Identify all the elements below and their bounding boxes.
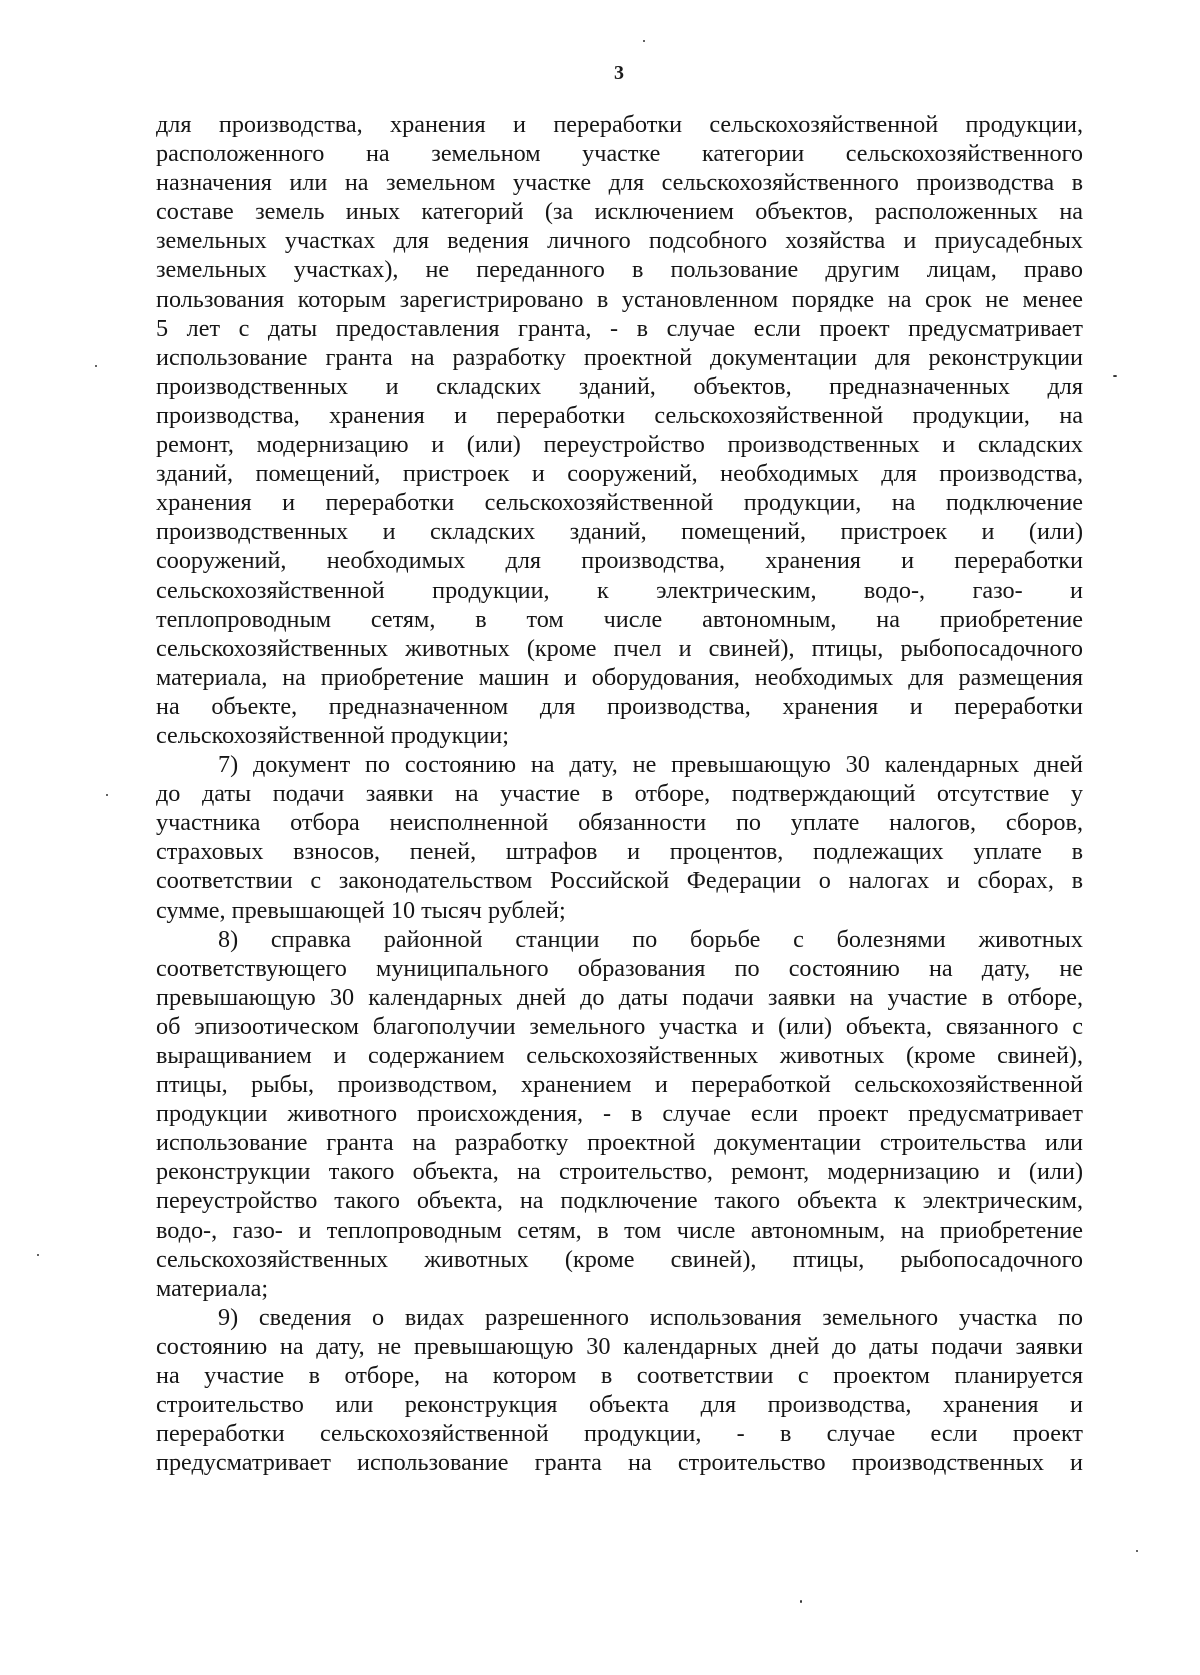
- text-line: материала;: [156, 1274, 269, 1302]
- text-line: соответствующего муниципального образования по состоянию на дату, не: [156, 954, 1083, 982]
- text-line: строительство или реконструкция объекта для производства, хранения и: [156, 1391, 1083, 1419]
- scan-speck: [1136, 1550, 1138, 1552]
- text-line: превышающую 30 календарных дней до даты подачи заявки на участие в отборе,: [156, 983, 1083, 1011]
- text-line: переработки сельскохозяйственной продукции, - в случае если проект: [156, 1420, 1083, 1448]
- text-line: теплопроводным сетям, в том числе автономным, на приобретение: [156, 605, 1083, 633]
- text-line: выращиванием и содержанием сельскохозяйственных животных (кроме свиней),: [156, 1042, 1083, 1069]
- text-line: сельскохозяйственных животных (кроме пчел и свиней), птицы, рыбопосадочного: [156, 634, 1083, 662]
- text-line: производства, хранения и переработки сельскохозяйственной продукции, на: [156, 401, 1083, 429]
- text-line: продукции животного происхождения, - в случае если проект предусматривает: [156, 1100, 1083, 1128]
- text-line: материала, на приобретение машин и оборудования, необходимых для размещения: [156, 663, 1083, 691]
- text-line: земельных участках), не переданного в пользование другим лицам, право: [156, 256, 1083, 284]
- scan-speck: [95, 365, 97, 367]
- text-line: сельскохозяйственной продукции;: [156, 721, 509, 749]
- text-line: 5 лет с даты предоставления гранта, - в случае если проект предусматривает: [156, 314, 1083, 342]
- scan-speck: [643, 40, 645, 42]
- text-line: 9) сведения о видах разрешенного использования земельного участка по: [218, 1303, 1083, 1331]
- text-line: использование гранта на разработку проектной документации для реконструкции: [156, 343, 1083, 371]
- scan-speck: [800, 1600, 802, 1603]
- text-line: страховых взносов, пеней, штрафов и процентов, подлежащих уплате в: [156, 838, 1083, 866]
- text-line: хранения и переработки сельскохозяйственной продукции, на подключение: [156, 489, 1083, 517]
- text-line: для производства, хранения и переработки сельскохозяйственной продукции,: [156, 111, 1083, 138]
- text-line: использование гранта на разработку проектной документации строительства или: [156, 1129, 1083, 1157]
- text-line: соответствии с законодательством Российской Федерации о налогах и сборах, в: [156, 867, 1083, 895]
- text-line: сооружений, необходимых для производства, хранения и переработки: [156, 547, 1083, 575]
- page-number: 3: [614, 62, 624, 84]
- text-line: участника отбора неисполненной обязанности по уплате налогов, сборов,: [156, 809, 1083, 837]
- text-line: предусматривает использование гранта на строительство производственных и: [156, 1449, 1083, 1477]
- text-line: пользования которым зарегистрировано в установленном порядке на срок не менее: [156, 285, 1083, 313]
- text-line: об эпизоотическом благополучии земельного участка и (или) объекта, связанного с: [156, 1012, 1083, 1040]
- text-line: расположенного на земельном участке категории сельскохозяйственного: [156, 140, 1083, 168]
- text-line: водо-, газо- и теплопроводным сетям, в том числе автономным, на приобретение: [156, 1216, 1083, 1244]
- body-text: [156, 110, 1083, 1477]
- scan-speck: [106, 794, 108, 796]
- text-line: на объекте, предназначенном для производства, хранения и переработки: [156, 692, 1083, 720]
- text-line: сельскохозяйственных животных (кроме свиней), птицы, рыбопосадочного: [156, 1245, 1083, 1273]
- text-line: производственных и складских зданий, помещений, пристроек и (или): [156, 518, 1083, 546]
- text-line: сельскохозяйственной продукции, к электрическим, водо-, газо- и: [156, 576, 1083, 604]
- text-line: ремонт, модернизацию и (или) переустройство производственных и складских: [156, 431, 1083, 459]
- text-line: производственных и складских зданий, объектов, предназначенных для: [156, 372, 1083, 400]
- text-line: зданий, помещений, пристроек и сооружений, необходимых для производства,: [156, 460, 1083, 488]
- text-line: назначения или на земельном участке для сельскохозяйственного производства в: [156, 169, 1083, 197]
- text-line: сумме, превышающей 10 тысяч рублей;: [156, 896, 566, 924]
- text-line: птицы, рыбы, производством, хранением и переработкой сельскохозяйственной: [156, 1071, 1083, 1099]
- text-line: земельных участках для ведения личного подсобного хозяйства и приусадебных: [156, 227, 1083, 255]
- text-line: на участие в отборе, на котором в соответствии с проектом планируется: [156, 1362, 1083, 1390]
- text-line: составе земель иных категорий (за исключением объектов, расположенных на: [156, 198, 1083, 226]
- scan-speck: [37, 1254, 39, 1256]
- text-line: состоянию на дату, не превышающую 30 календарных дней до даты подачи заявки: [156, 1332, 1083, 1360]
- text-line: до даты подачи заявки на участие в отборе, подтверждающий отсутствие у: [156, 780, 1083, 808]
- text-line: реконструкции такого объекта, на строительство, ремонт, модернизацию и (или): [156, 1158, 1083, 1186]
- text-line: 8) справка районной станции по борьбе с болезнями животных: [218, 925, 1083, 953]
- text-line: переустройство такого объекта, на подключение такого объекта к электрическим,: [156, 1187, 1083, 1215]
- text-line: 7) документ по состоянию на дату, не превышающую 30 календарных дней: [218, 751, 1083, 779]
- scan-speck: [1113, 375, 1117, 377]
